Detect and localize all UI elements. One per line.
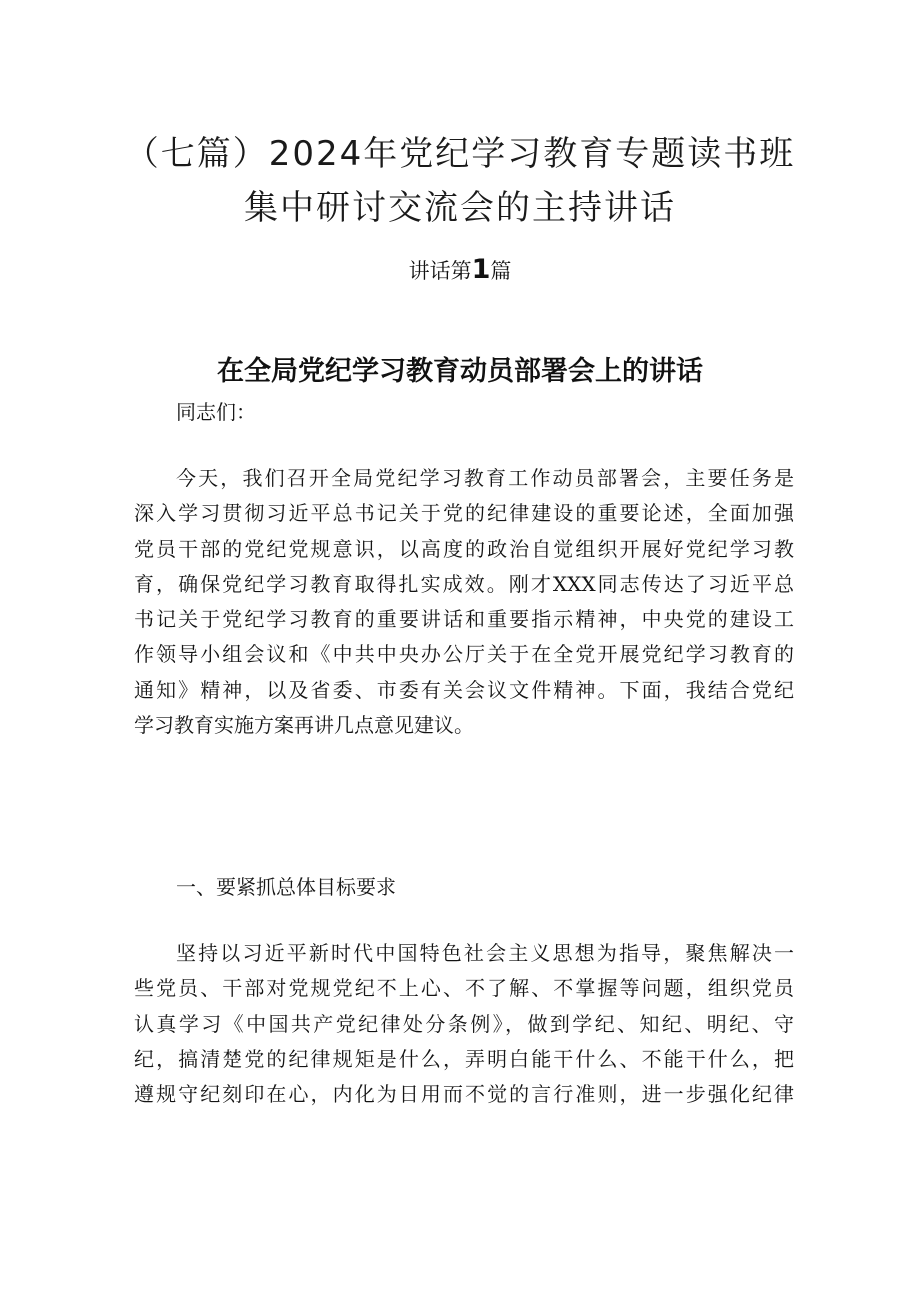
paragraph-2-line: 认真学习《中国共产党纪律处分条例》，做到学纪、知纪、明纪、守 — [134, 1011, 794, 1036]
paragraph-2-line: 遵规守纪刻印在心，内化为日用而不觉的言行准则，进一步强化纪律 — [134, 1082, 794, 1107]
speech-number-value: 1 — [471, 254, 491, 285]
speech-number-suffix: 篇 — [490, 259, 512, 283]
paragraph-1-line: 书记关于党纪学习教育的重要讲话和重要指示精神，中央党的建设工 — [134, 607, 794, 632]
paragraph-1-line: 学习教育实施方案再讲几点意见建议。 — [134, 713, 474, 738]
paragraph-2 — [134, 936, 794, 1112]
paragraph-1-line: 通知》精神，以及省委、市委有关会议文件精神。下面，我结合党纪 — [134, 677, 794, 702]
speech-number-prefix: 讲话第 — [408, 259, 472, 283]
paragraph-1-line: 作领导小组会议和《中共中央办公厅关于在全党开展党纪学习教育的 — [134, 642, 794, 667]
title-line-2: 集中研讨交流会的主持讲话 — [244, 187, 676, 228]
paragraph-1-line: 党员干部的党纪党规意识，以高度的政治自觉组织开展好党纪学习教 — [134, 536, 794, 561]
paragraph-2-line: 坚持以习近平新时代中国特色社会主义思想为指导，聚焦解决一 — [176, 941, 794, 965]
title-line-1: （七篇）2024年党纪学习教育专题读书班 — [124, 133, 796, 174]
greeting-text: 同志们： — [176, 400, 256, 424]
speech-title: 在全局党纪学习教育动员部署会上的讲话 — [217, 356, 703, 388]
speech-number-label — [0, 252, 920, 289]
greeting — [134, 395, 794, 430]
paragraph-1-line: 育，确保党纪学习教育取得扎实成效。刚才XXX同志传达了习近平总 — [134, 571, 794, 596]
paragraph-1-line: 今天，我们召开全局党纪学习教育工作动员部署会，主要任务是 — [176, 466, 794, 490]
document-title — [0, 127, 920, 235]
paragraph-2-line: 纪，搞清楚党的纪律规矩是什么，弄明白能干什么、不能干什么，把 — [134, 1046, 794, 1071]
paragraph-1 — [134, 461, 794, 743]
paragraph-1-line: 深入学习贯彻习近平总书记关于党的纪律建设的重要论述，全面加强 — [134, 501, 794, 526]
paragraph-2-line: 些党员、干部对党规党纪不上心、不了解、不掌握等问题，组织党员 — [134, 976, 794, 1001]
section-heading-1 — [134, 870, 794, 905]
section-heading-text: 一、要紧抓总体目标要求 — [176, 875, 396, 899]
